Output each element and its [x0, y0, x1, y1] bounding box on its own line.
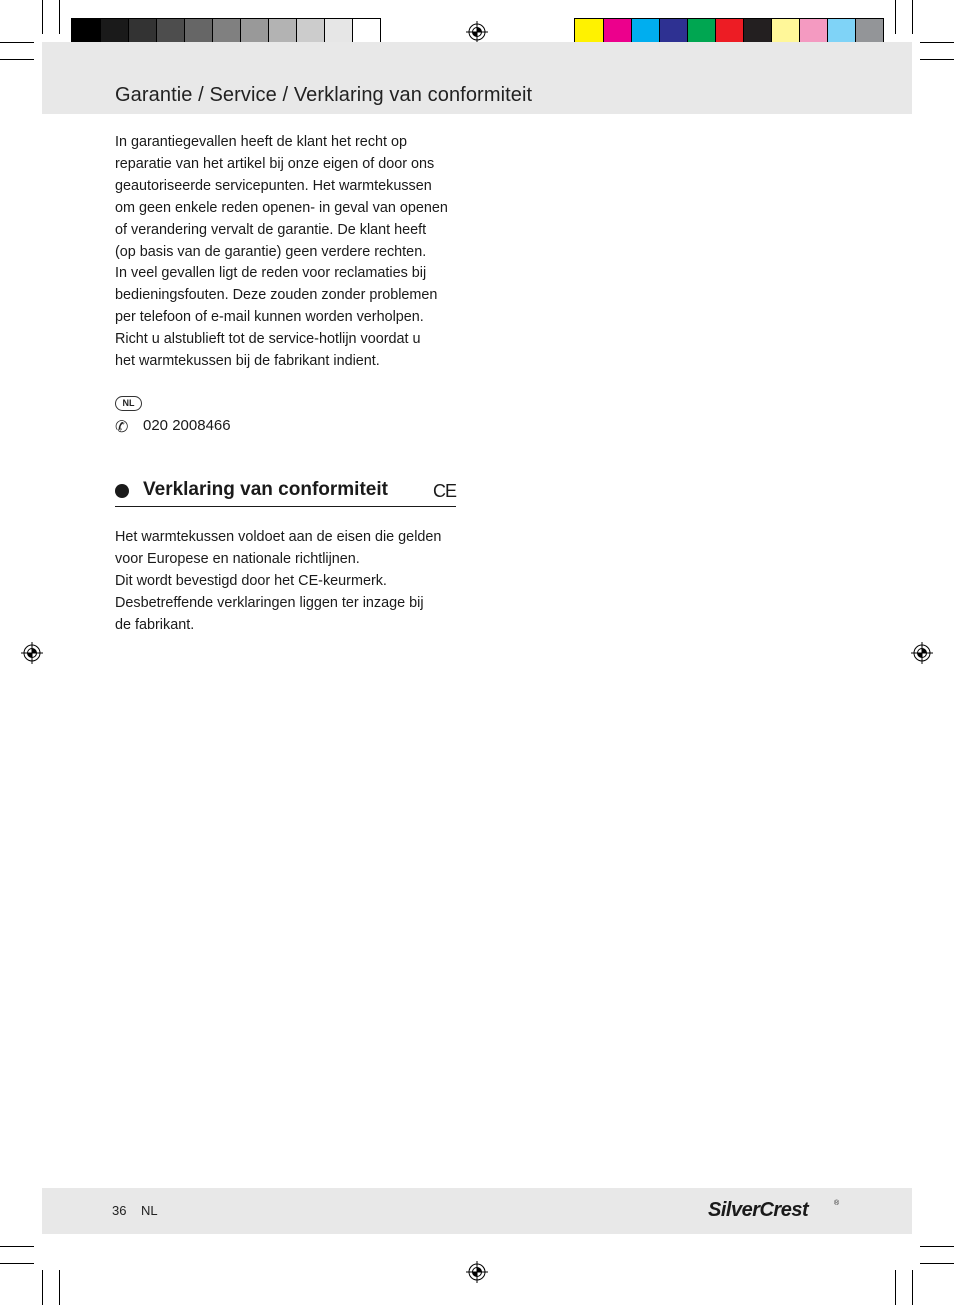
phone-icon: ✆ [115, 419, 129, 436]
crop-mark [895, 1270, 896, 1305]
text-line: In garantiegevallen heeft de klant het recht op [115, 134, 408, 150]
ce-mark-icon: CE [433, 481, 457, 501]
registration-mark-icon [21, 642, 43, 664]
text-line: reparatie van het artikel bij onze eigen of door ons [115, 155, 435, 172]
section-bullet-icon [115, 484, 129, 498]
text-line: bedieningsfouten. Deze zouden zonder problemen [115, 287, 438, 304]
text-line: om geen enkele reden openen- in geval van openen [115, 199, 448, 216]
crop-mark [0, 1246, 34, 1247]
text-line: Het warmtekussen voldoet aan de eisen die gelden [115, 529, 442, 545]
page-title: Garantie / Service / Verklaring van conformiteit [115, 84, 533, 106]
brand-registered-mark: ® [834, 1200, 840, 1207]
text-line: of verandering vervalt de garantie. De klant heeft [115, 221, 427, 238]
section-divider [115, 506, 456, 507]
text-line: het warmtekussen bij de fabrikant indient. [115, 353, 380, 370]
text-line: per telefoon of e-mail kunnen worden verholpen. [115, 309, 424, 326]
conformity-paragraph [115, 527, 475, 637]
crop-mark [912, 1270, 913, 1305]
crop-mark [59, 1270, 60, 1305]
section-heading: Verklaring van conformiteit [143, 479, 388, 500]
text-line: voor Europese en nationale richtlijnen. [115, 550, 360, 567]
crop-mark [0, 42, 34, 43]
country-badge: NL [115, 396, 142, 411]
registration-mark-icon [911, 642, 933, 664]
text-line: geautoriseerde servicepunten. Het warmtekussen [115, 177, 432, 194]
page-number: 36 [112, 1203, 127, 1218]
text-line: Dit wordt bevestigd door het CE-keurmerk. [115, 572, 387, 589]
crop-mark [42, 0, 43, 34]
text-line: Desbetreffende verklaringen liggen ter inzage bij [115, 594, 424, 611]
warranty-paragraph [115, 132, 475, 373]
brand-logo: SilverCrest [708, 1199, 809, 1221]
crop-mark [42, 1270, 43, 1305]
text-line: Richt u alstublieft tot de service-hotlijn voordat u [115, 331, 421, 348]
crop-mark [920, 1246, 954, 1247]
phone-number: 020 2008466 [143, 417, 231, 434]
crop-mark [912, 0, 913, 34]
registration-mark-icon [466, 1261, 488, 1283]
crop-mark [895, 0, 896, 34]
text-line: In veel gevallen ligt de reden voor reclamaties bij [115, 265, 427, 282]
text-line: (op basis van de garantie) geen verdere rechten. [115, 243, 427, 260]
crop-mark [0, 1263, 34, 1264]
registration-mark-icon [466, 21, 488, 43]
page-language: NL [141, 1203, 158, 1218]
text-line: de fabrikant. [115, 616, 195, 633]
crop-mark [920, 59, 954, 60]
crop-mark [920, 1263, 954, 1264]
crop-mark [59, 0, 60, 34]
crop-mark [0, 59, 34, 60]
crop-mark [920, 42, 954, 43]
